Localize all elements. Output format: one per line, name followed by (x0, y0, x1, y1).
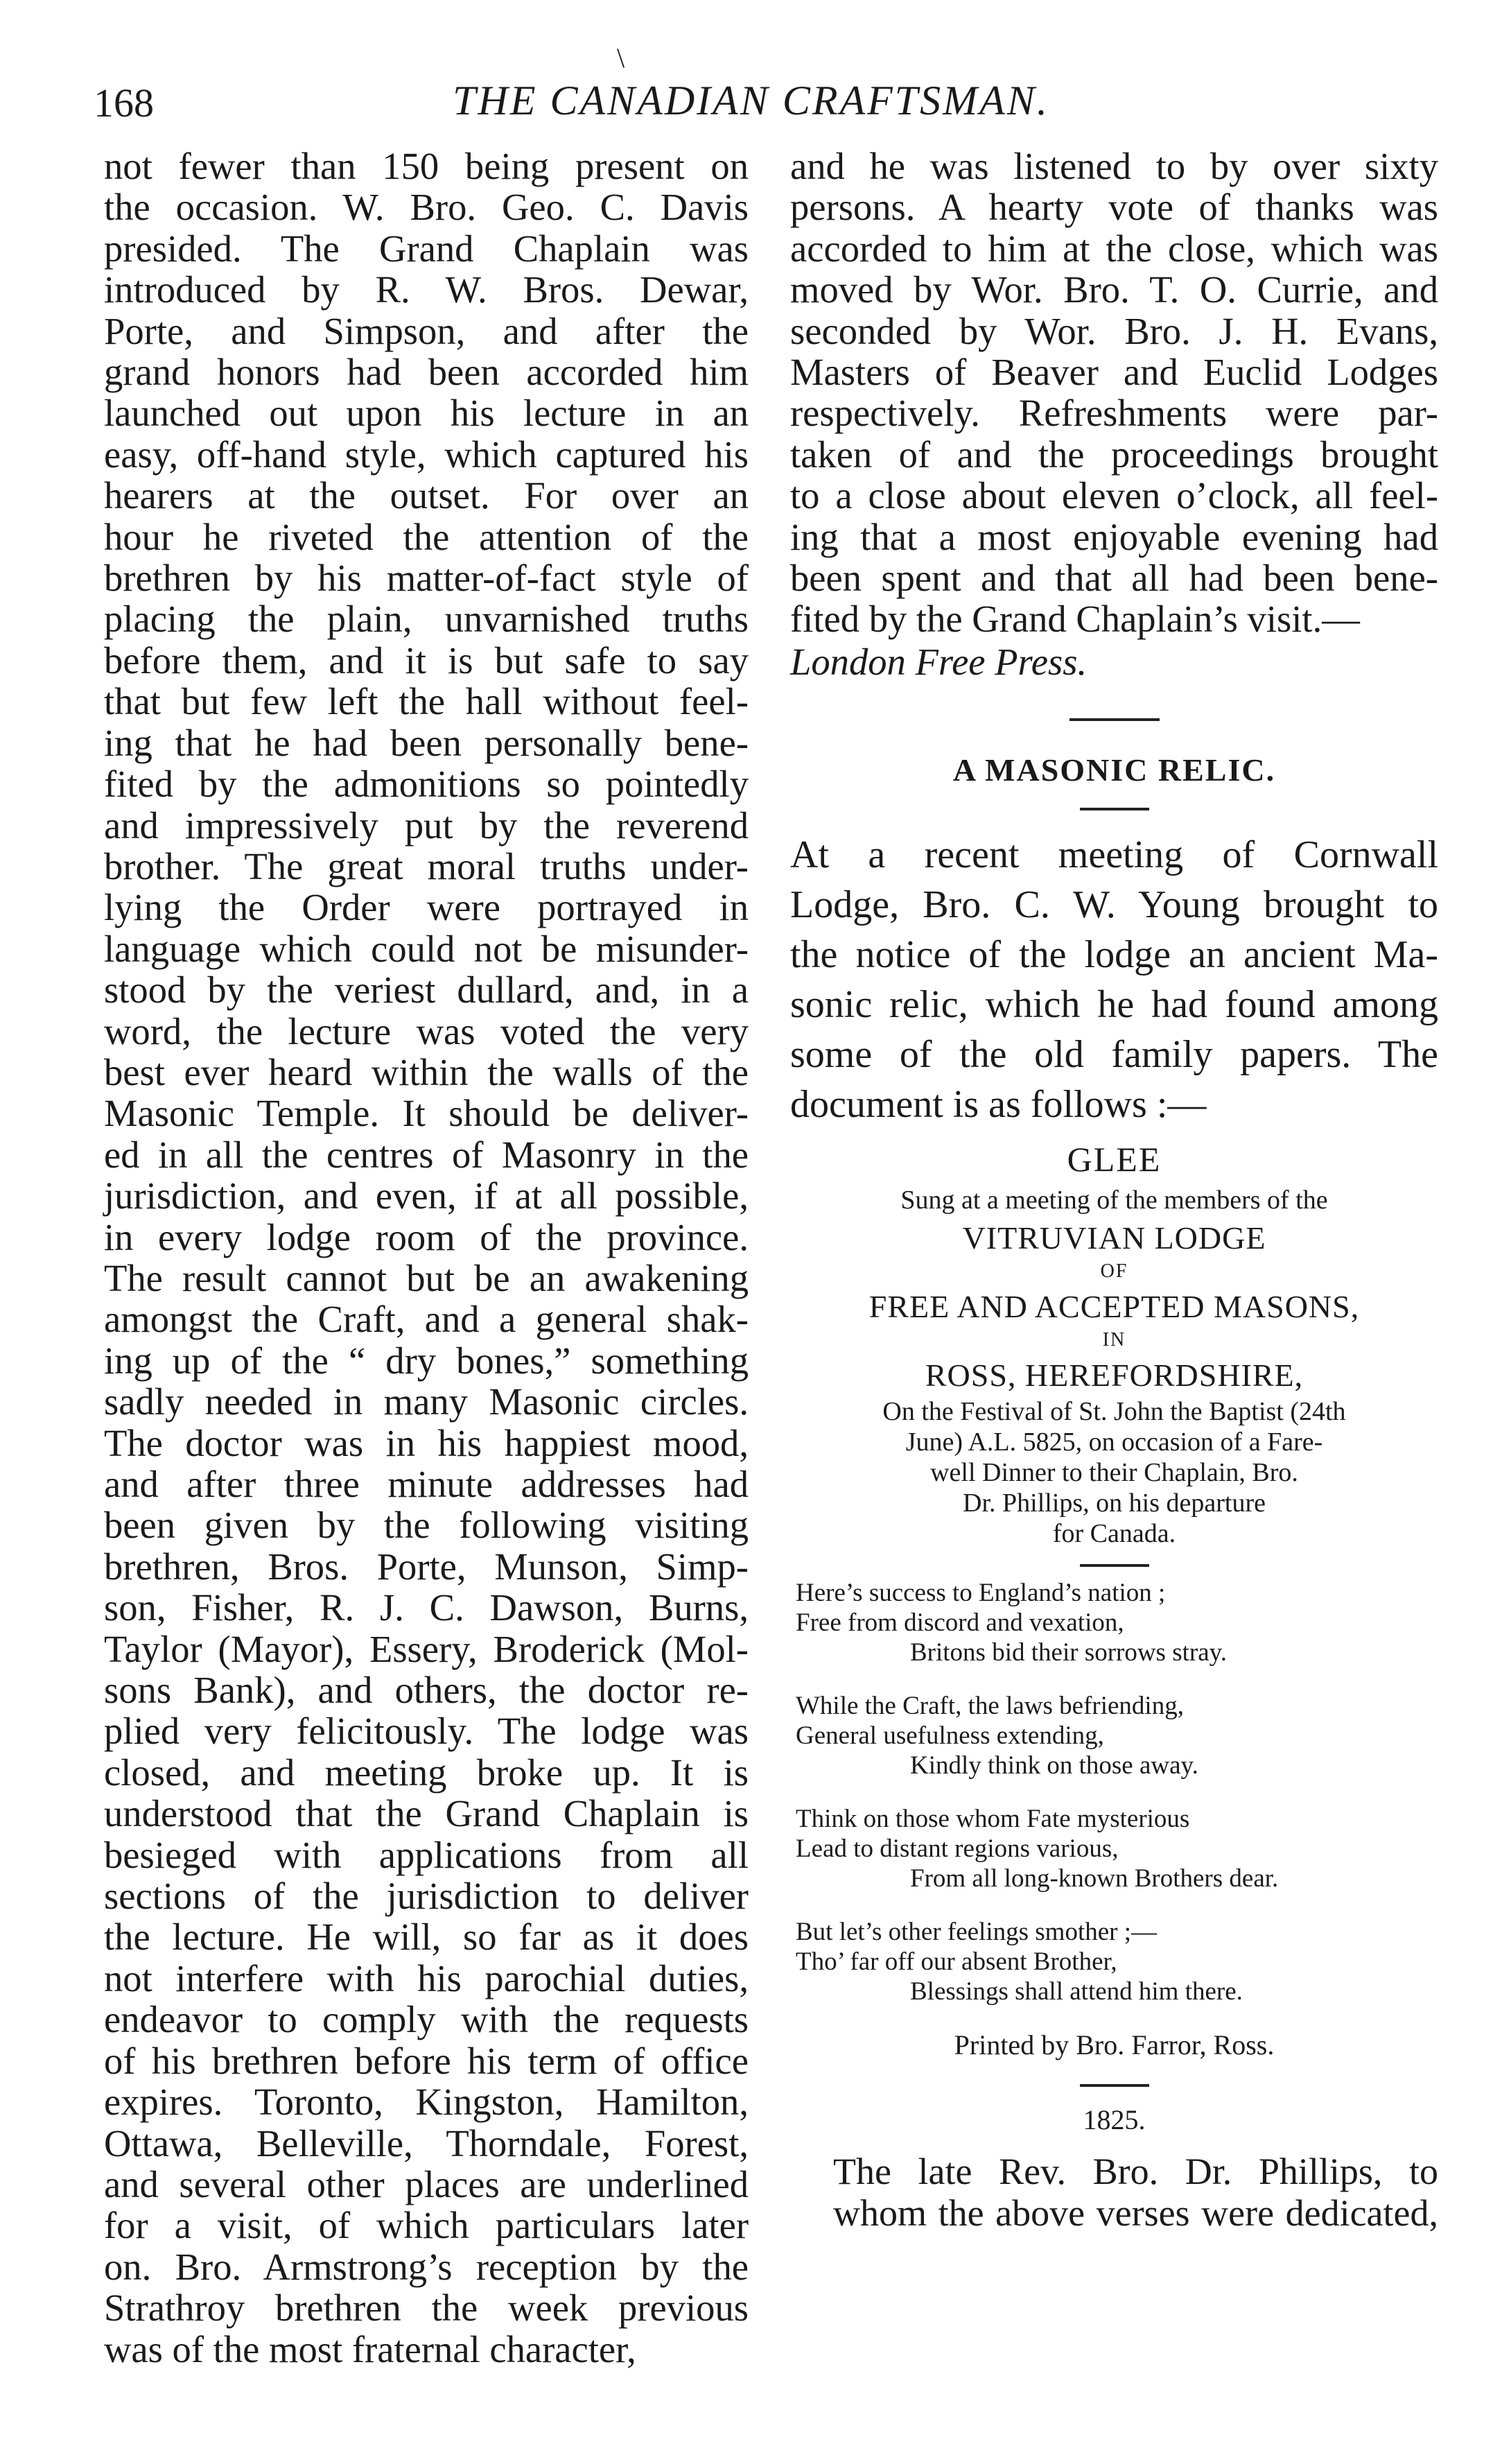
source-credit: London Free Press. (790, 640, 1088, 683)
text-line: introduced by R. W. Bros. Dewar, (104, 268, 749, 311)
text-line: expires. Toronto, Kingston, Hamilton, (104, 2081, 749, 2124)
text-line: son, Fisher, R. J. C. Dawson, Burns, (104, 1586, 749, 1629)
text-line: stood by the veriest dullard, and, in a (104, 969, 749, 1012)
occasion-line: Dr. Phillips, on his departure (963, 1489, 1266, 1518)
text-line: in every lodge room of the province. (104, 1215, 749, 1258)
occasion-line: June) A.L. 5825, on occasion of a Fare- (905, 1428, 1323, 1457)
text-line: Porte, and Simpson, and after the (104, 309, 749, 352)
text-line: seconded by Wor. Bro. J. H. Evans, (790, 309, 1438, 352)
text-line: word, the lecture was voted the very (104, 1009, 749, 1052)
closing-paragraph (790, 2151, 1438, 2234)
text-line: before them, and it is but safe to say (104, 639, 749, 682)
article-continuation (104, 146, 749, 2370)
verse-line: Kindly think on those away. (910, 1751, 1198, 1780)
intro-line: Lodge, Bro. C. W. Young brought to (790, 883, 1438, 927)
occasion-line: well Dinner to their Chaplain, Bro. (930, 1458, 1298, 1488)
intro-line: sonic relic, which he had found among (790, 983, 1438, 1027)
text-line: closed, and meeting broke up. It is (104, 1751, 749, 1794)
verse-line: Think on those whom Fate mysterious (796, 1805, 1190, 1834)
text-line: and after three minute addresses had (104, 1463, 749, 1505)
intro-line: the notice of the lodge an ancient Ma- (790, 933, 1438, 977)
text-line: on. Bro. Armstrong’s reception by the (104, 2245, 749, 2288)
text-line: been given by the following visiting (104, 1504, 749, 1547)
text-line: plied very felicitously. The lodge was (104, 1710, 749, 1753)
lodge-name: VITRUVIAN LODGE (962, 1220, 1266, 1256)
ink-mark: \ (617, 42, 625, 73)
section-divider (1069, 718, 1160, 721)
intro-line: document is as follows :— (790, 1083, 1207, 1127)
intro-line: At a recent meeting of Cornwall (790, 833, 1438, 877)
text-line: besieged with applications from all (104, 1833, 749, 1876)
year-rule (1080, 2084, 1149, 2087)
glee-verses (790, 1578, 1438, 2006)
article-continuation-end (790, 146, 1438, 640)
verse-line: Free from discord and vexation, (796, 1608, 1124, 1638)
text-line: and several other places are underlined (104, 2162, 749, 2205)
verse-stanza (796, 1691, 1438, 1780)
text-line: Strathroy brethren the week previous (104, 2287, 749, 2329)
section-heading: A MASONIC RELIC. (952, 752, 1276, 788)
verse-rule (1080, 1564, 1149, 1567)
text-line: placing the plain, unvarnished truths (104, 598, 749, 641)
text-line: brethren, Bros. Porte, Munson, Simp- (104, 1545, 749, 1588)
verse-line: But let’s other feelings smother ;— (796, 1918, 1157, 1947)
verse-stanza (796, 1917, 1438, 2006)
text-line: of his brethren before his term of office (104, 2039, 749, 2082)
text-line: respectively. Refreshments were par- (790, 392, 1438, 435)
text-line: launched out upon his lecture in an (104, 392, 749, 435)
text-line: hearers at the outset. For over an (104, 474, 749, 517)
text-line: amongst the Craft, and a general shak- (104, 1298, 749, 1341)
text-line: accorded to him at the close, which was (790, 227, 1438, 270)
text-line: The doctor was in his happiest mood, (104, 1421, 749, 1464)
verse-line: While the Craft, the laws befriending, (796, 1692, 1184, 1721)
verse-stanza (796, 1804, 1438, 1893)
verse-line: Britons bid their sorrows stray. (910, 1638, 1227, 1667)
text-line: understood that the Grand Chaplain is (104, 1792, 749, 1835)
text-line: The result cannot but be an awakening (104, 1256, 749, 1299)
text-line: ing up of the “ dry bones,” something (104, 1339, 749, 1382)
text-line: endeavor to comply with the requests (104, 1998, 749, 2041)
text-line: Taylor (Mayor), Essery, Broderick (Mol- (104, 1627, 749, 1670)
page-header (0, 42, 1502, 142)
text-line: Ottawa, Belleville, Thorndale, Forest, (104, 2122, 749, 2164)
text-line: the lecture. He will, so far as it does (104, 1916, 749, 1959)
verse-line: Blessings shall attend him there. (910, 1977, 1243, 2006)
text-line: Masonic Temple. It should be deliver- (104, 1092, 749, 1135)
text-line: to a close about eleven o’clock, all feel- (790, 474, 1438, 517)
occasion-line: On the Festival of St. John the Baptist (24th (882, 1397, 1346, 1427)
occasion-line: for Canada. (1052, 1519, 1176, 1549)
text-line: hour he riveted the attention of the (104, 515, 749, 558)
text-line: not interfere with his parochial duties, (104, 1957, 749, 1999)
text-line: grand honors had been accorded him (104, 351, 749, 394)
closing-line: whom the above verses were dedicated, (833, 2192, 1438, 2235)
heading-rule (1080, 808, 1149, 810)
text-line: jurisdiction, and even, if at all possible, (104, 1174, 749, 1217)
text-line: ing that he had been personally bene- (104, 721, 749, 764)
verse-line: Tho’ far off our absent Brother, (796, 1947, 1117, 1977)
text-line: that but few left the hall without feel- (104, 680, 749, 723)
text-line: sadly needed in many Masonic circles. (104, 1380, 749, 1423)
text-line: not fewer than 150 being present on (104, 145, 749, 187)
text-line: was of the most fraternal character, (104, 2327, 636, 2370)
year-line: 1825. (1083, 2104, 1146, 2136)
text-line: sections of the jurisdiction to deliver (104, 1875, 749, 1918)
text-line: sons Bank), and others, the doctor re- (104, 1669, 749, 1712)
glee-title: GLEE (1067, 1140, 1162, 1179)
text-line: been spent and that all had been bene- (790, 557, 1438, 600)
text-line: moved by Wor. Bro. T. O. Currie, and (790, 268, 1438, 311)
text-line: and impressively put by the reverend (104, 804, 749, 847)
text-line: easy, off-hand style, which captured his (104, 433, 749, 476)
text-line: Masters of Beaver and Euclid Lodges (790, 351, 1438, 394)
text-line: for a visit, of which particulars later (104, 2204, 749, 2247)
occasion-text (790, 1396, 1438, 1549)
sung-line: Sung at a meeting of the members of the (900, 1186, 1328, 1215)
text-line: fited by the Grand Chaplain’s visit.— (790, 598, 1360, 641)
verse-stanza (796, 1578, 1438, 1667)
text-line: best ever heard within the walls of the (104, 1050, 749, 1093)
text-line: language which could not be misunder- (104, 927, 749, 970)
text-line: the occasion. W. Bro. Geo. C. Davis (104, 186, 749, 229)
closing-line: The late Rev. Bro. Dr. Phillips, to (833, 2151, 1438, 2193)
page-number: 168 (94, 80, 154, 125)
of-word: OF (1100, 1260, 1128, 1283)
verse-line: Here’s success to England’s nation ; (796, 1579, 1166, 1608)
text-line: presided. The Grand Chaplain was (104, 227, 749, 270)
text-line: ed in all the centres of Masonry in the (104, 1133, 749, 1176)
running-title: THE CANADIAN CRAFTSMAN. (453, 78, 1049, 123)
printer-line: Printed by Bro. Farror, Ross. (954, 2029, 1275, 2061)
text-line: ing that a most enjoyable evening had (790, 515, 1438, 558)
text-line: taken of and the proceedings brought (790, 433, 1438, 476)
in-word: IN (1102, 1329, 1126, 1351)
intro-line: some of the old family papers. The (790, 1033, 1438, 1077)
right-column (790, 146, 1438, 2234)
verse-line: General usefulness extending, (796, 1721, 1104, 1751)
text-line: and he was listened to by over sixty (790, 145, 1438, 187)
verse-line: From all long-known Brothers dear. (910, 1864, 1279, 1893)
verse-line: Lead to distant regions various, (796, 1834, 1119, 1864)
text-line: brother. The great moral truths under- (104, 844, 749, 887)
text-line: persons. A hearty vote of thanks was (790, 186, 1438, 229)
left-column (104, 146, 749, 2370)
text-line: lying the Order were portrayed in (104, 886, 749, 929)
text-line: brethren by his matter-of-fact style of (104, 557, 749, 600)
place-line: ROSS, HEREFORDSHIRE, (925, 1357, 1304, 1394)
masons-line: FREE AND ACCEPTED MASONS, (868, 1289, 1360, 1325)
text-line: fited by the admonitions so pointedly (104, 763, 749, 806)
relic-intro (790, 830, 1438, 1129)
